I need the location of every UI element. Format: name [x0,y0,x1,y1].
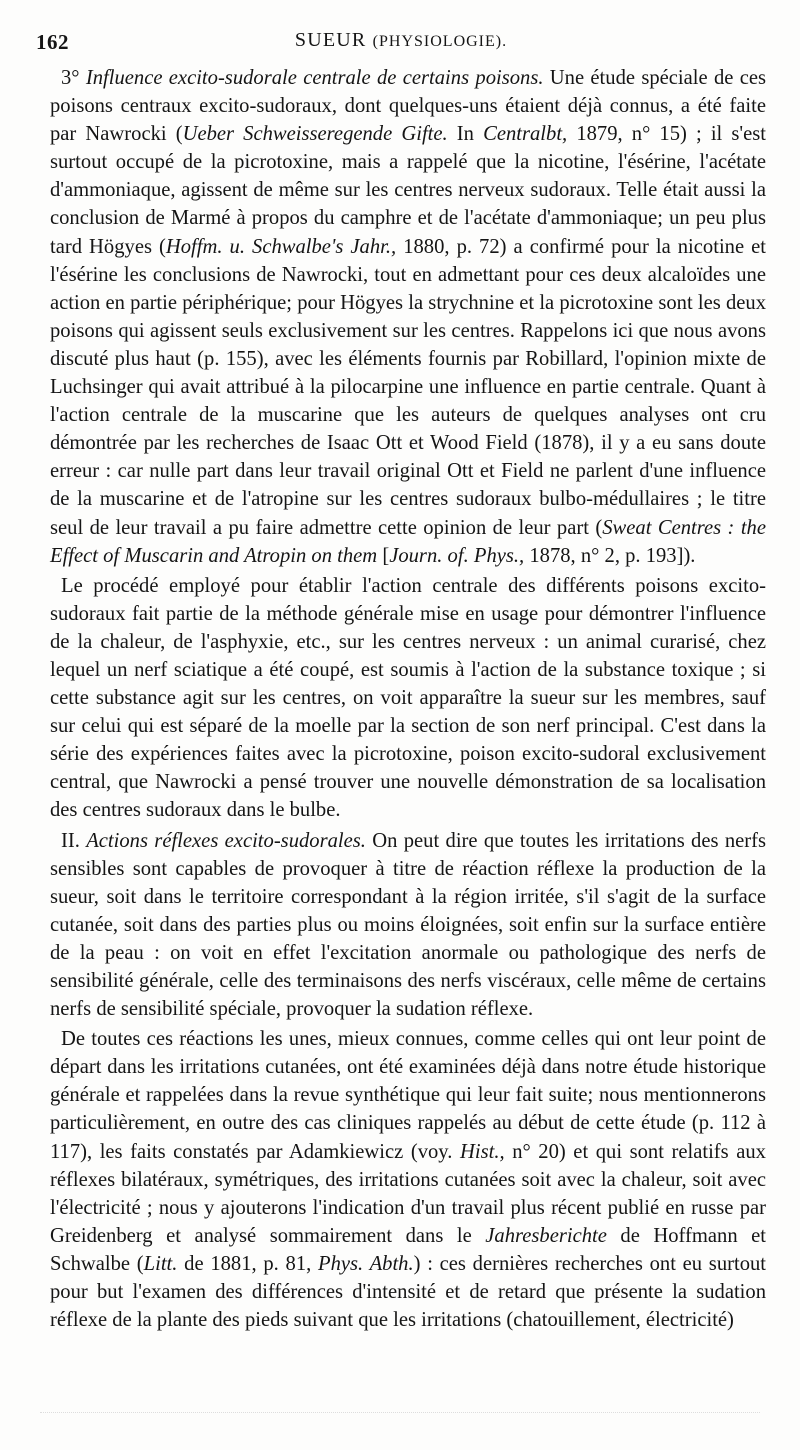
running-title-sub: (PHYSIOLOGIE). [372,33,508,50]
paragraph-procede: Le procédé employé pour établir l'action centrale des différents poisons excito-sudoraux fait partie de la méthode générale mise en usage pour démontrer l'influence de la chaleur, de l'asphyxie, etc., sur les centres nerveux : un animal curarisé, chez lequel un nerf sciatique a été coupé, est soumis à l'action de la substance toxique ; si cette substance agit sur les centres, on voit apparaître la sueur sur les membres, sauf sur celui qui est séparé de la moelle par la section de son nerf principal. C'est dans la série des expériences faites avec la picrotoxine, poison excito-sudoral exclusivement central, que Nawrocki a pensé trouver une nouvelle démonstration de sa localisation des centres sudoraux dans le bulbe. [50,574,766,822]
paragraph-reactions-cutanees: De toutes ces réactions les unes, mieux connues, comme celles qui ont leur point de départ dans les irritations cutanées, ont été examinées déjà dans notre étude historique générale et rappelées dans la revue synthétique qui leur fait suite; nous mentionnerons particulièrement, en outre des cas cliniques rappelés au début de cette étude (p. 112 à 117), les faits constatés par Adamkiewicz (voy. Hist., n° 20) et qui sont relatifs aux réflexes bilatéraux, symétriques, des irritations cutanées soit avec la chaleur, soit avec l'électricité ; nous y ajouterons l'indication d'un travail plus récent publié en russe par Greidenberg et analysé sommairement dans le Jahresberichte de Hoffmann et Schwalbe (Litt. de 1881, p. 81, Phys. Abth.) : ces dernières recherches ont eu surtout pour but l'examen des différences d'intensité et de retard que présente la sudation réflexe de la plante des pieds suivant que les irritations (chatouillement, électricité) [50,1028,767,1332]
paragraph-centrale-poisons: 3° Influence excito-sudorale centrale de certains poisons. Une étude spéciale de ces poisons centraux excito-sudoraux, dont quelques-uns étaient déjà connus, a été faite par Nawrocki (Ueber Schweisseregende Gifte. In Centralbt, 1879, n° 15) ; il s'est surtout occupé de la picrotoxine, mais a rappelé que la nicotine, l'ésérine, l'acétate d'ammoniaque, agissent de même sur les centres nerveux sudoraux. Telle était aussi la conclusion de Marmé à propos du camphre et de l'acétate d'ammoniaque; un peu plus tard Högyes (Hoffm. u. Schwalbe's Jahr., 1880, p. 72) a confirmé pour la nicotine et l'ésérine les conclusions de Nawrocki, tout en admettant pour ces deux alcaloïdes une action en partie périphérique; pour Högyes la strychnine et la picrotoxine sont les deux poisons qui agissent seuls exclusivement sur les centres. Rappelons ici que nous avons discuté plus haut (p. 155), avec les éléments fournis par Robillard, l'opinion mixte de Luchsinger qui avait attribué à la pilocarpine une influence en partie centrale. Quant à l'action centrale de la muscarine que les auteurs de quelques analyses ont cru démontrée par les recherches de Isaac Ott et Wood Field (1878), il y a eu sans doute erreur : car nulle part dans leur travail original Ott et Field ne parlent d'une influence de la muscarine et de l'atropine sur les centres sudoraux bulbo-médullaires ; le titre seul de leur travail a pu faire admettre cette opinion de leur part (Sweat Centres : the Effect of Muscarin and Atropin on them [Journ. of. Phys., 1878, n° 2, p. 193]). [50,67,767,567]
running-title-main: SUEUR [294,29,367,51]
running-head [36,26,766,56]
page-number: 162 [36,30,69,54]
paragraph-actions-reflexes: II. Actions réflexes excito-sudorales. On peut dire que toutes les irritations des nerfs sensibles sont capables de provoquer à titre de réaction réflexe la production de la sueur, soit dans le territoire correspondant à la région irritée, s'il s'agit de la surface cutanée, soit dans des parties plus ou moins éloignées, soit enfin sur la surface entière de la peau : on voit en effet l'excitation anormale ou pathologique des nerfs de sensibilité générale, celle des terminaisons des nerfs viscéraux, celle même de certains nerfs de sensibilité spéciale, provoquer la sudation réflexe. [50,829,766,1021]
running-title [36,29,766,52]
page-bottom-edge [40,1412,760,1419]
body-text [50,64,766,1334]
